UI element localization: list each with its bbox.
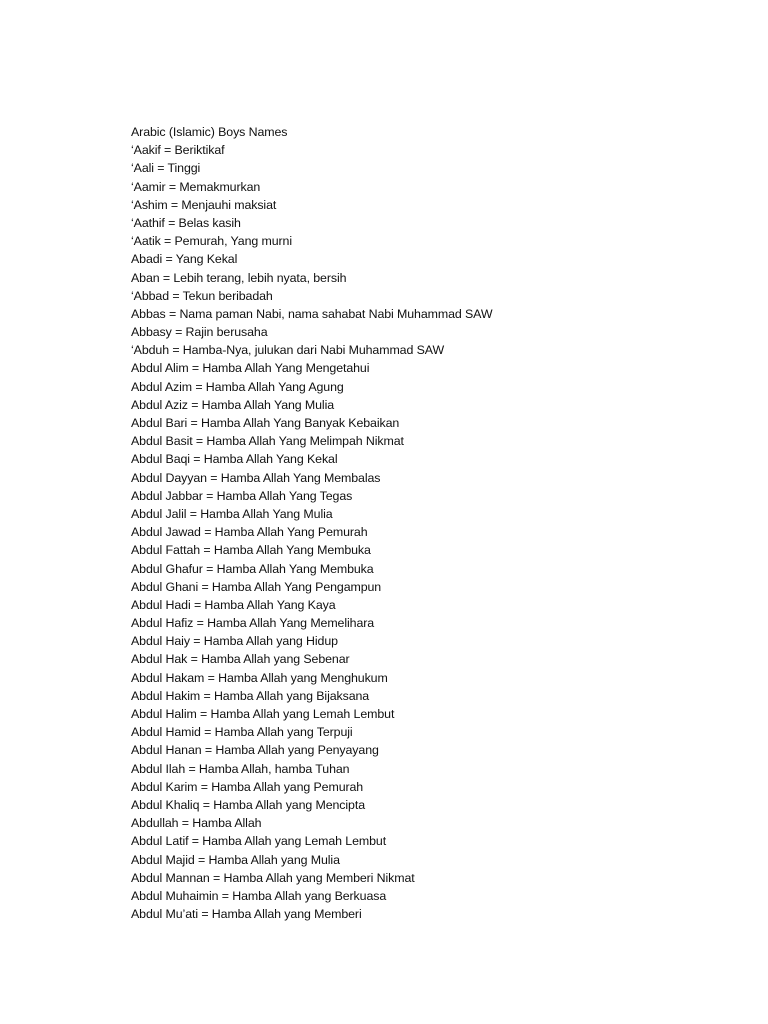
list-item: ‘Aamir = Memakmurkan bbox=[131, 179, 261, 194]
list-item: Abdul Dayyan = Hamba Allah Yang Membalas bbox=[131, 470, 381, 485]
list-item: ‘Aatik = Pemurah, Yang murni bbox=[131, 234, 293, 249]
list-item: Abdul Mannan = Hamba Allah yang Memberi Nikmat bbox=[131, 870, 415, 885]
list-item: Abdul Latif = Hamba Allah yang Lemah Lembut bbox=[131, 834, 387, 849]
list-item: Abdul Alim = Hamba Allah Yang Mengetahui bbox=[131, 361, 370, 376]
list-item: Abdul Hamid = Hamba Allah yang Terpuji bbox=[131, 725, 353, 740]
list-item: Abdul Hakam = Hamba Allah yang Menghukum bbox=[131, 670, 388, 685]
list-item: Abdul Fattah = Hamba Allah Yang Membuka bbox=[131, 543, 371, 558]
list-item: Abdul Khaliq = Hamba Allah yang Mencipta bbox=[131, 797, 365, 812]
list-item: Abdul Hanan = Hamba Allah yang Penyayang bbox=[131, 743, 379, 758]
list-item: Abdul Aziz = Hamba Allah Yang Mulia bbox=[131, 397, 335, 412]
document-title: Arabic (Islamic) Boys Names bbox=[131, 125, 288, 139]
list-item: ‘Aakif = Beriktikaf bbox=[131, 143, 225, 158]
list-item: Abdul Ghafur = Hamba Allah Yang Membuka bbox=[131, 561, 374, 576]
list-item: ‘Ashim = Menjauhi maksiat bbox=[131, 197, 277, 212]
list-item: Abdul Mu’ati = Hamba Allah yang Memberi bbox=[131, 907, 362, 922]
list-item: ‘Abduh = Hamba-Nya, julukan dari Nabi Muhammad SAW bbox=[131, 343, 445, 358]
list-item: Abbasy = Rajin berusaha bbox=[131, 325, 268, 340]
list-item: Abdul Ilah = Hamba Allah, hamba Tuhan bbox=[131, 761, 350, 776]
list-item: Aban = Lebih terang, lebih nyata, bersih bbox=[131, 270, 347, 285]
list-item: Abadi = Yang Kekal bbox=[131, 252, 238, 267]
list-item: Abdul Ghani = Hamba Allah Yang Pengampun bbox=[131, 579, 382, 594]
list-item: ‘Aathif = Belas kasih bbox=[131, 215, 241, 230]
list-item: Abdul Halim = Hamba Allah yang Lemah Lembut bbox=[131, 707, 395, 721]
list-item: Abdullah = Hamba Allah bbox=[131, 816, 262, 831]
list-item: Abdul Hakim = Hamba Allah yang Bijaksana bbox=[131, 688, 370, 703]
list-item: ‘Aali = Tinggi bbox=[131, 161, 201, 176]
list-item: Abdul Karim = Hamba Allah yang Pemurah bbox=[131, 779, 364, 794]
list-item: Abdul Bari = Hamba Allah Yang Banyak Kebaikan bbox=[131, 416, 400, 430]
list-item: ‘Abbad = Tekun beribadah bbox=[131, 288, 273, 303]
list-item: Abdul Jawad = Hamba Allah Yang Pemurah bbox=[131, 525, 368, 540]
list-item: Abdul Haiy = Hamba Allah yang Hidup bbox=[131, 634, 338, 649]
list-item: Abdul Azim = Hamba Allah Yang Agung bbox=[131, 379, 344, 394]
list-item: Abdul Majid = Hamba Allah yang Mulia bbox=[131, 852, 340, 867]
list-item: Abdul Muhaimin = Hamba Allah yang Berkuasa bbox=[131, 888, 387, 903]
list-item: Abdul Basit = Hamba Allah Yang Melimpah Nikmat bbox=[131, 434, 404, 449]
list-item: Abbas = Nama paman Nabi, nama sahabat Nabi Muhammad SAW bbox=[131, 306, 493, 321]
list-item: Abdul Jalil = Hamba Allah Yang Mulia bbox=[131, 506, 333, 521]
list-item: Abdul Hafiz = Hamba Allah Yang Memelihara bbox=[131, 616, 375, 631]
list-item: Abdul Jabbar = Hamba Allah Yang Tegas bbox=[131, 488, 353, 503]
list-item: Abdul Hak = Hamba Allah yang Sebenar bbox=[131, 652, 350, 667]
document-body bbox=[131, 123, 731, 923]
list-item: Abdul Hadi = Hamba Allah Yang Kaya bbox=[131, 597, 336, 612]
list-item: Abdul Baqi = Hamba Allah Yang Kekal bbox=[131, 452, 338, 467]
